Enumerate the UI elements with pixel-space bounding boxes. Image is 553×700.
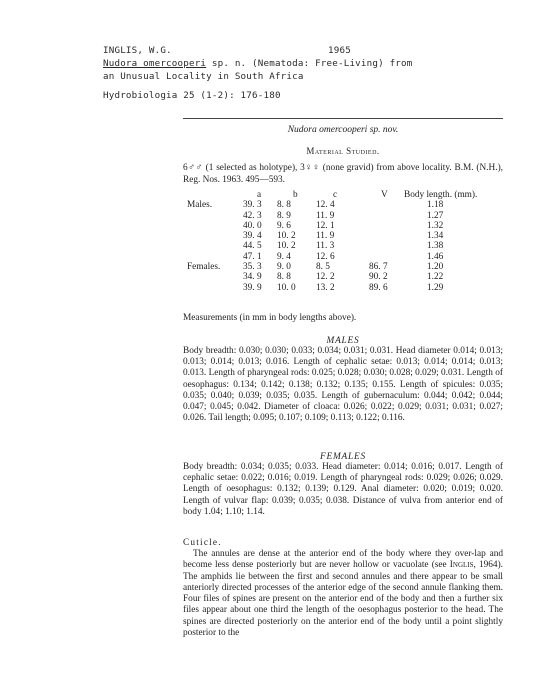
measurements-note: Measurements (in mm in body lengths above). xyxy=(183,313,357,323)
col-c-header: c xyxy=(333,190,338,200)
cuticle-paragraph: The annules are dense at the anterior end of the body where they over-lap and become less dense posteriorly but are never hollow or vacuolate (see Inglis, 1964). The amphids lie between the first and second annules and there appear to be small anteriorly directed processes of the anterior edge of the second annule flanking them. Four files of spines are present on the anterior end of the body and then a further six files appear about one third the length of the oesophagus posterior to the head. The spines are directed posteriorly on the anterior end of the body until a point slightly posterior to the xyxy=(183,549,503,639)
table-header-row xyxy=(183,190,503,200)
table-row: 42. 3 8. 9 11. 9 1.27 xyxy=(243,210,444,221)
males-heading: MALES xyxy=(326,336,360,346)
col-b-header: b xyxy=(293,190,298,200)
males-measurements: Body breadth: 0.030; 0.030; 0.033; 0.034; 0.031; 0.031. Head diameter 0.014; 0.013; 0.013; 0.014; 0.013; 0.016. Length of cephalic setae: 0.013; 0.014; 0.014; 0.013; 0.013. Length of pharyngeal rods: 0.025; 0.028; 0.030; 0.028; 0.029; 0.031. Length of oesophagus: 0.134; 0.142; 0.138; 0.132; 0.135; 0.155. Length of spicules: 0.035; 0.035; 0.040; 0.039; 0.035; 0.035. Length of gubernaculum: 0.044; 0.042; 0.044; 0.047; 0.045; 0.042. Diameter of cloaca: 0.026; 0.022; 0.029; 0.031; 0.031; 0.027; 0.026. Tail length; 0.095; 0.107; 0.109; 0.113; 0.122; 0.116. xyxy=(183,346,503,424)
males-label: Males. xyxy=(187,200,213,211)
header-year: 1965 xyxy=(328,45,351,56)
table-row: 39. 9 10. 0 13. 2 89. 6 1.29 xyxy=(243,282,444,293)
table-row: 44. 5 10. 2 11. 3 1.38 xyxy=(243,241,444,252)
table-row: 34. 9 8. 8 12. 2 90. 2 1.22 xyxy=(243,272,444,283)
table-row: 47. 1 9. 4 12. 6 1.46 xyxy=(243,251,444,262)
header-journal: Hydrobiologia 25 (1-2): 176-180 xyxy=(103,90,281,101)
table-row: Males. 39. 3 8. 8 12. 4 1.18 xyxy=(187,200,444,211)
species-title: Nudora omercooperi sp. nov. xyxy=(287,125,399,135)
table-row: 40. 0 9. 6 12. 1 1.32 xyxy=(243,220,444,231)
females-heading: FEMALES xyxy=(320,452,366,462)
header-title-rest: sp. n. (Nematoda: Free-Living) from xyxy=(206,58,413,69)
typed-reference-header xyxy=(103,44,503,102)
col-a-header: a xyxy=(257,190,262,200)
header-author: INGLIS, W.G. xyxy=(103,45,172,56)
material-heading: Material Studied. xyxy=(306,146,380,156)
material-text: 6♂♂ (1 selected as holotype), 3♀♀ (none gravid) from above locality. B.M. (N.H.), Reg. Nos. 1963. 495—593. xyxy=(183,163,503,185)
header-title-line2: an Unusual Locality in South Africa xyxy=(103,71,304,82)
cuticle-reference: Inglis xyxy=(449,560,474,571)
cuticle-heading: Cuticle. xyxy=(183,538,222,548)
table-row: 39. 4 10. 2 11. 9 1.34 xyxy=(243,231,444,242)
header-divider xyxy=(183,118,503,119)
females-measurements: Body breadth: 0.034; 0.035; 0.033. Head diameter: 0.014; 0.016; 0.017. Length of cephalic setae: 0.022; 0.016; 0.019. Length of pharyngeal rods: 0.029; 0.026; 0.029. Length of oesophagus: 0.132; 0.139; 0.129. Anal diameter: 0.020; 0.019; 0.020. Length of vulvar flap: 0.039; 0.035; 0.038. Distance of vulva from anterior end of body 1.04; 1.10; 1.14. xyxy=(183,462,503,517)
col-v-header: V xyxy=(381,190,388,200)
header-title-species: Nudora omercooperi xyxy=(103,58,207,69)
females-label: Females. xyxy=(187,262,221,273)
col-length-header: Body length. (mm). xyxy=(404,190,478,200)
table-row: Females. 35. 3 9. 0 8. 5 86. 7 1.20 xyxy=(187,262,444,273)
measurement-table xyxy=(183,190,503,293)
